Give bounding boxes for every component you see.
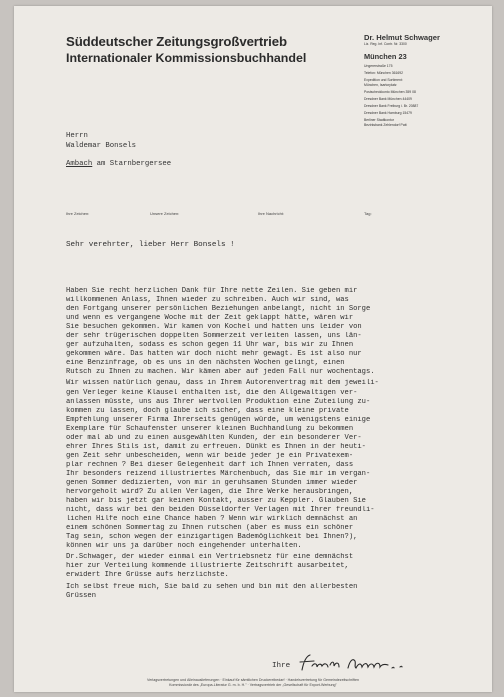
body-line: können wir uns ja darüber noch eingehender unterhalten. — [66, 542, 302, 551]
body-line: willkommenen Anlass, Ihnen wieder zu schreiben. Auch wir sind, was — [66, 296, 349, 305]
body-line: plar rechnen ? Bei dieser Gelegenheit darf ich Ihnen verraten, dass — [66, 460, 354, 469]
body-line: genen Sommer dedizierten, von mir in geruhsamen Stunden immer wieder — [66, 478, 358, 487]
footer-line: Verlagsvertretungen und Alleinauslieferungen · Einkauf für sämtlichen Druckereibedarf · Handelsvertretung für Gemeindezeitschriften — [147, 678, 359, 682]
field-ihre-zeichen: Ihre Zeichen: — [66, 211, 90, 216]
body-line: Sie besuchen gekommen. Wir kamen von Kochel und hatten uns leider von — [66, 323, 362, 332]
owner-name: Dr. Helmut Schwager — [364, 33, 440, 42]
recipient-place: Ambach — [66, 160, 93, 168]
body-line: Wir wissen natürlich genau, dass in Ihrem Autorenvertrag mit dem jeweili- — [66, 379, 379, 388]
body-line: nicht, dass wir bei den beiden Düsseldorfer Verlagen mit Ihrer freundli- — [66, 506, 375, 515]
body-line: Exemplare für Schaufenster unserer kleinen Buchhandlung zu bekommen — [66, 424, 354, 433]
body-line: Ihr besonders reizend illustriertes Märchenbuch, das Sie mir im vergan- — [66, 469, 371, 478]
body-line: ger aufzuhalten, sodass es schon gegen 11 Uhr war, bis wir zu Ihnen — [66, 341, 354, 350]
detail-line: München, Isartorplatz — [364, 83, 397, 87]
letterhead-sidebar — [364, 33, 484, 128]
field-unsere-zeichen: Unsere Zeichen: — [150, 211, 180, 216]
recipient-name: Waldemar Bonsels — [66, 142, 137, 150]
body-line: gen Verleger keine Klausel enthalten ist, die den Allgewaltigen ver- — [66, 388, 358, 397]
detail-line: Dresdner Bank München 44409 — [364, 97, 412, 101]
body-line: anlassen müsste, uns aus Ihrer wertvollen Produktion eine Zuteilung zu- — [66, 397, 371, 406]
detail-line: Dresdner Bank Freiburg i. Br. 20887 — [364, 104, 419, 108]
body-line: und wenn es vergangene Woche mit der Zeit geklappt hätte, wären wir — [66, 314, 354, 323]
recipient-place-line — [66, 160, 171, 168]
body-line: Empfehlung unserer Firma Ihrerseits genügen würde, um wenigstens einige — [66, 415, 371, 424]
handwritten-signature — [298, 652, 418, 676]
body-line: den Fortgang unserer persönlichen Beziehungen anbelangt, nicht in Sorge — [66, 305, 371, 314]
body-line: Haben Sie recht herzlichen Dank für Ihre nette Zeilen. Sie geben mir — [66, 287, 358, 295]
detail-line: Expedition und Sortiment: — [364, 78, 403, 82]
footer-line: Kommissionär des „Europa-Literatur G. m. b. H." · Vertragsvertrieb der „Gesellschaft für Export-Werbung" — [169, 683, 337, 688]
company-subtitle: Internationaler Kommissionsbuchhandel — [66, 51, 307, 65]
body-line: lichen Hilfe noch eine Chance haben ? Wenn wir wirklich demnächst an — [66, 515, 358, 524]
body-line: ehrer Ihres Stils ist, damit zu erfreuen. Dünkt es Ihnen in der heuti- — [66, 442, 366, 451]
recipient-title: Herrn — [66, 132, 88, 140]
body-line: erwidert Ihre Grüsse aufs herzlichste. — [66, 571, 229, 580]
body-line: Rutsch zu Ihnen zu machen. Wir kämen aber auf jeden Fall nur wochentags. — [66, 368, 375, 377]
body-line: hervorgeholt wird? Zu allen Verlagen, die Ihre Werke herausbringen, — [66, 488, 354, 497]
field-tag: Tag: — [364, 211, 372, 216]
body-line: kommen zu lassen, doch glaube ich sicher, dass eine kleine private — [66, 406, 349, 415]
body-line: Ich selbst freue mich, Sie bald zu sehen und bin mit den allerbesten — [66, 582, 358, 591]
body-line: gekommen wäre. Das hatten wir doch nicht mehr gewagt. Es ist also nur — [66, 350, 362, 359]
closing: Ihre — [272, 662, 291, 670]
detail-line: Ungererstraße 175 — [364, 64, 393, 68]
detail-line: Postscheckkonto München 359 08 — [364, 90, 416, 94]
city-line: München 23 — [364, 52, 407, 61]
recipient-place-rest: am Starnbergersee — [96, 160, 172, 168]
body-line: hier zur Verteilung kommende illustrierte Zeitschrift ausarbeitet, — [66, 562, 349, 571]
body-line: Dr.Schwager, der wieder einmal ein Vertriebsnetz für eine demnächst — [66, 553, 354, 562]
letter-page — [14, 6, 492, 692]
body-line: eine Benzinfrage, ob es uns in den nächsten Wochen gelingt, einen — [66, 359, 345, 368]
letter-body — [66, 287, 470, 601]
letterhead-footer — [14, 678, 492, 688]
detail-line: Berliner Stadtkontor — [364, 118, 394, 122]
detail-line: Bezirksbank Zehlendorf Patt — [364, 123, 407, 127]
company-name: Süddeutscher Zeitungsgroßvertrieb — [66, 34, 287, 49]
detail-line: Dresdner Bank Hamburg 15479 — [364, 111, 412, 115]
body-line: der sehr trügerischen doppelten Sommerzeit verleiten lassen, uns län- — [66, 332, 362, 341]
body-line: oder mal ab und zu einen ausgewählten Kunden, der ein besonderer Ver- — [66, 433, 362, 442]
detail-line: Telefon: München 361692 — [364, 71, 404, 75]
body-line: Tag sein, schon wegen der einzigartigen Bademöglichkeit bei Ihnen?), — [66, 533, 358, 542]
body-line: Grüssen — [66, 591, 96, 600]
body-line: einem schönen Sommertag zu Ihnen rutschen (aber es muss ein schöner — [66, 524, 354, 533]
body-line: haben wir bis jetzt gar keinen Kontakt, ausser zu Keppler. Glauben Sie — [66, 497, 366, 506]
license-number: Liz. Reg. Inf. Contr. Nr. 3300 — [364, 42, 407, 46]
salutation: Sehr verehrter, lieber Herr Bonsels ! — [66, 241, 235, 249]
field-ihre-nachricht: Ihre Nachricht: — [258, 211, 285, 216]
body-line: gen Zeit sehr unbescheiden, wenn wir beide jeder je ein Privatexem- — [66, 451, 354, 460]
